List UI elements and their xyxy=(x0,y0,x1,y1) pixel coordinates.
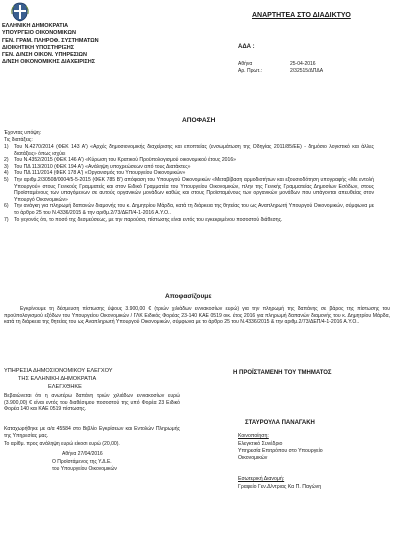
internal-distribution-title: Εσωτερική Διανομή: xyxy=(238,476,285,482)
provision-number: 4) xyxy=(4,170,9,177)
audit-body-entry: Καταχωρήθηκε με α/α 45584 στο Βιβλίο Εγκρίσεων και Εντολών Πληρωμής της Υπηρεσίας μας. xyxy=(4,426,180,439)
audit-line: ΤΗΣ ΕΛΛΗΝΙΚΗ ΔΗΜΟΚΡΑΤΙΑ xyxy=(18,376,97,382)
internal-distribution-line: Γραφείο Γεν.Δ/ντριας Κα Π. Παγώνη xyxy=(238,484,322,490)
audit-place-date: Αθήνα 27/04/2016 xyxy=(62,451,103,457)
decide-title: Αποφασίζουμε xyxy=(165,293,212,300)
provision-text: Του ΠΔ 113/2010 (ΦΕΚ 194 Α') «Ανάληψη υποχρεώσεων από τους Διατάκτες» xyxy=(14,163,191,170)
notify-line: Ελεγκτικό Συνέδριο xyxy=(238,441,283,447)
provision-text: Του Ν.4270/2014 (ΦΕΚ 143 Α') «Αρχές δημοσιονομικής διαχείρισης και εποπτείας (ενσωμάτωση της Οδηγίας 2011/85/ΕΕ) - δημόσιο λογιστικό και άλλες διατάξεις» όπως ισχύει xyxy=(14,144,374,157)
audit-line: ΕΛΕΓΧΘΗΚΕ xyxy=(48,384,82,390)
protocol-number: 2/32515/ΔΠΔΑ xyxy=(290,68,324,74)
provision-item xyxy=(4,203,374,216)
city-label: Αθήνα xyxy=(238,61,253,67)
provision-text: Του ΠΔ 111/2014 (ΦΕΚ 178 Α') «Οργανισμός του Υπουργείου Οικονομικών» xyxy=(14,170,186,177)
provision-item xyxy=(4,177,374,203)
provision-item xyxy=(4,157,374,164)
provision-item xyxy=(4,217,374,224)
head-of-department-name: ΣΤΑΥΡΟΥΛΑ ΠΑΝΑΓΑΚΗ xyxy=(245,420,315,426)
ministry-header xyxy=(2,23,99,67)
ministry-line: ΥΠΟΥΡΓΕΙΟ ΟΙΚΟΝΟΜΙΚΩΝ xyxy=(2,30,76,37)
provision-number: 6) xyxy=(4,203,9,210)
provision-text: Την ανάγκη για πληρωμή δαπανών διαμονής του κ. Δημητρίου Μάρδα, κατά τη διάρκεια της θητείας του ως Αναπληρωτή Υπουργού Οικονομικών, σύμφωνα με το άρθρο 25 του Ν.4336/2015 & την αριθμ.2/73/ΔΕΠ/4-1-2016 Α.Υ.Ο.. xyxy=(14,203,374,216)
provision-number: 5) xyxy=(4,176,9,183)
provisions-list xyxy=(4,144,374,223)
audit-fee: Το αρίθμ. προς ανάληψη ευρώ είκοσι ευρώ (20,00). xyxy=(4,441,120,447)
ministry-line: ΔΙΟΙΚΗΤΙΚΗ ΥΠΟΣΤΗΡΙΞΗΣ xyxy=(2,44,75,51)
provision-item xyxy=(4,170,374,177)
audit-body: Βεβαιώνεται ότι η ανωτέρω δαπάνη τριών χιλιάδων εννιακοσίων ευρώ (3.900,00) € είναι εντός του διαθέσιμου ποσοστού της υπό Φορέα 23 Ειδικό Φορέα 140 και ΚΑΕ 0519 πίστωσης. xyxy=(4,393,180,413)
notify-line: Οικονομικών xyxy=(238,455,268,461)
audit-signer: Ο Προϊστάμενος της Υ.Δ.Ε. xyxy=(52,459,112,465)
intro-line: Έχοντας υπόψη: xyxy=(4,130,41,136)
decide-text: Εγκρίνουμε τη δέσμευση πίστωσης ύψους 3.900,00 € (τριών χιλιάδων εννιακοσίων ευρώ) για την πληρωμή της δαπάνης σε βάρος της πίστωσης του προϋπολογισμού εξόδων του Υπουργείου Οικονομικών / ΓΛΚ Ειδικός Φορέας 23-140 ΚΑΕ 0519 οικ. έτος 2016 για πληρωμή δαπανών διαμονής του κ. Δημητρίου Μάρδα, κατά τη διάρκεια της θητείας του ως Αναπληρωτή Υπουργού Οικονομικών, σύμφωνα με το άρθρο 25 του Ν.4336/2015 & την αριθμ.2/73/ΔΕΠ/4-1-2016 Α.Υ.Ο.. xyxy=(4,306,390,326)
ministry-line: ΕΛΛΗΝΙΚΗ ΔΗΜΟΚΡΑΤΙΑ xyxy=(2,23,69,29)
ada-label: ΑΔΑ : xyxy=(238,44,255,50)
provision-item xyxy=(4,144,374,157)
head-of-department-title: Η ΠΡΟΪΣΤΑΜΕΝΗ ΤΟΥ ΤΜΗΜΑΤΟΣ xyxy=(233,370,332,376)
ministry-line: Δ/ΝΣΗ ΟΙΚΟΝΟΜΙΚΗΣ ΔΙΑΧΕΙΡΙΣΗΣ xyxy=(2,59,96,66)
protocol-label: Αρ. Πρωτ.: xyxy=(238,68,262,74)
provision-number: 3) xyxy=(4,163,9,170)
notify-title: Κοινοποίηση: xyxy=(238,433,269,439)
provision-number: 2) xyxy=(4,157,9,164)
audit-line: ΥΠΗΡΕΣΙΑ ΔΗΜΟΣΙΟΝΟΜΙΚΟΥ ΕΛΕΓΧΟΥ xyxy=(4,368,113,374)
provision-text: Το γεγονός ότι, το ποσό της δεσμεύσεως, με την παρούσα, πίστωσης είναι εντός του εγκεκριμένου ποσοστού διάθεσης. xyxy=(14,216,283,223)
provision-number: 7) xyxy=(4,216,9,223)
provision-number: 1) xyxy=(4,144,9,150)
provision-text: Του Ν.4352/2015 (ΦΕΚ 146 Α') «Κύρωση του Κρατικού Προϋπολογισμού οικονομικού έτους 2016» xyxy=(14,157,236,164)
ministry-line: ΓΕΝ. Δ/ΝΣΗ ΟΙΚΟΝ. ΥΠΗΡΕΣΙΩΝ xyxy=(2,52,87,59)
intro-line: Τις διατάξεις: xyxy=(4,137,33,143)
audit-signer-office: του Υπουργείου Οικονομικών xyxy=(52,466,117,472)
provision-text: Την αριθμ.2/30508/0004/5-5-2015 (ΦΕΚ 785 Β') απόφαση του Υπουργού Οικονομικών «Μεταβίβαση αρμοδιοτήτων και εξουσιοδότηση υπογραφής «Με εντολή Υπουργού» στους Γενικούς Γραμματείς και στον Ειδικό Γραμματέα του Υπουργείου Οικονομικών, πλην της Γενικής Γραμματείας Δημοσίων Εσόδων, στους Προϊσταμένους των υπαγόμενων σε αυτούς οργανικών μονάδων καθώς και στους Προϊσταμένους των οργανικών μονάδων που υπάγονται απευθείας στον Υπουργό Οικονομικών» xyxy=(14,176,374,203)
decision-title: ΑΠΟΦΑΣΗ xyxy=(182,117,216,124)
greek-coat-of-arms-emblem xyxy=(10,2,30,22)
ministry-line: ΓΕΝ. ΓΡΑΜ. ΠΛΗΡΟΦ. ΣΥΣΤΗΜΑΤΩΝ xyxy=(2,37,99,44)
posting-tag: ΑΝΑΡΤΗΤΕΑ ΣΤΟ ΔΙΑΔΙΚΤΥΟ xyxy=(252,12,351,19)
notify-line: Υπηρεσία Επιτρόπου στο Υπουργείο xyxy=(238,448,323,454)
document-date: 25-04-2016 xyxy=(290,61,316,67)
